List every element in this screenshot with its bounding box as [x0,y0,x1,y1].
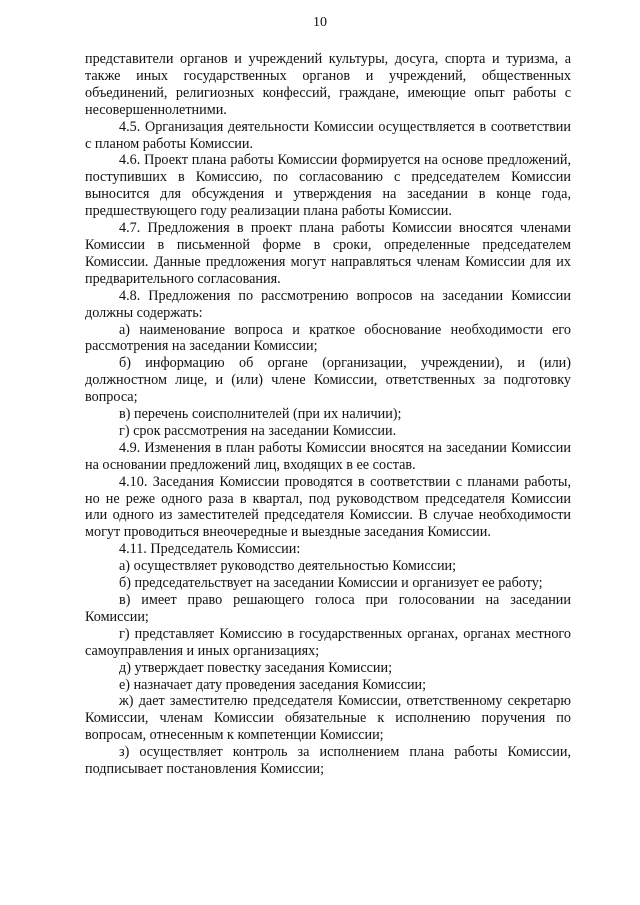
document-body [85,51,571,778]
paragraph: 4.7. Предложения в проект плана работы Комиссии вносятся членами Комиссии в письменной форме в сроки, определенные председателем Комиссии. Данные предложения могут направляться членам Комиссии для их предварительного согласования. [85,220,571,287]
list-item: в) перечень соисполнителей (при их наличии); [119,406,402,423]
list-item: г) срок рассмотрения на заседании Комиссии. [119,422,397,439]
list-item: д) утверждает повестку заседания Комиссии; [119,659,393,676]
list-item: г) представляет Комиссию в государственных органах, органах местного самоуправления и иных организациях; [85,625,571,659]
list-item: ж) дает заместителю председателя Комиссии, ответственному секретарю Комиссии, членам Комиссии обязательные к исполнению поручения по вопросам, отнесенным к компетенции Комиссии; [85,693,571,744]
paragraph: 4.5. Организация деятельности Комиссии осуществляется в соответствии с планом работы Комиссии. [85,118,571,152]
list-item: з) осуществляет контроль за исполнением плана работы Комиссии, подписывает постановления Комиссии; [85,744,571,778]
list-item: б) председательствует на заседании Комиссии и организует ее работу; [119,575,543,592]
list-item: в) имеет право решающего голоса при голосовании на заседании Комиссии; [85,592,571,625]
paragraph: представители органов и учреждений культуры, досуга, спорта и туризма, а также иных государственных органов и учреждений, общественных объединений, религиозных конфессий, граждане, имеющие опыт работы с несовершеннолетними. [85,51,571,118]
paragraph: 4.6. Проект плана работы Комиссии формируется на основе предложений, поступивших в Комиссию, по согласованию с председателем Комиссии выносится для обсуждения и утверждения на заседании в конце года, предшествующего году реализации плана работы Комиссии. [85,152,571,220]
list-item: е) назначает дату проведения заседания Комиссии; [119,676,427,693]
paragraph: 4.9. Изменения в план работы Комиссии вносятся на заседании Комиссии на основании предложений лиц, входящих в ее состав. [85,439,571,473]
list-item: а) наименование вопроса и краткое обоснование необходимости его рассмотрения на заседании Комиссии; [85,321,571,355]
paragraph: 4.10. Заседания Комиссии проводятся в соответствии с планами работы, но не реже одного раза в квартал, под руководством председателя Комиссии или одного из заместителей председателя Комиссии. В случае необходимости могут проводиться внеочередные и выездные заседания Комиссии. [85,473,571,541]
paragraph: 4.11. Председатель Комиссии: [119,541,301,558]
list-item: б) информацию об органе (организации, учреждении), и (или) должностном лице, и (или) члене Комиссии, ответственных за подготовку вопроса; [85,355,571,406]
page-number: 10 [313,15,327,30]
paragraph: 4.8. Предложения по рассмотрению вопросов на заседании Комиссии должны содержать: [85,287,571,321]
list-item: а) осуществляет руководство деятельностью Комиссии; [119,558,457,575]
